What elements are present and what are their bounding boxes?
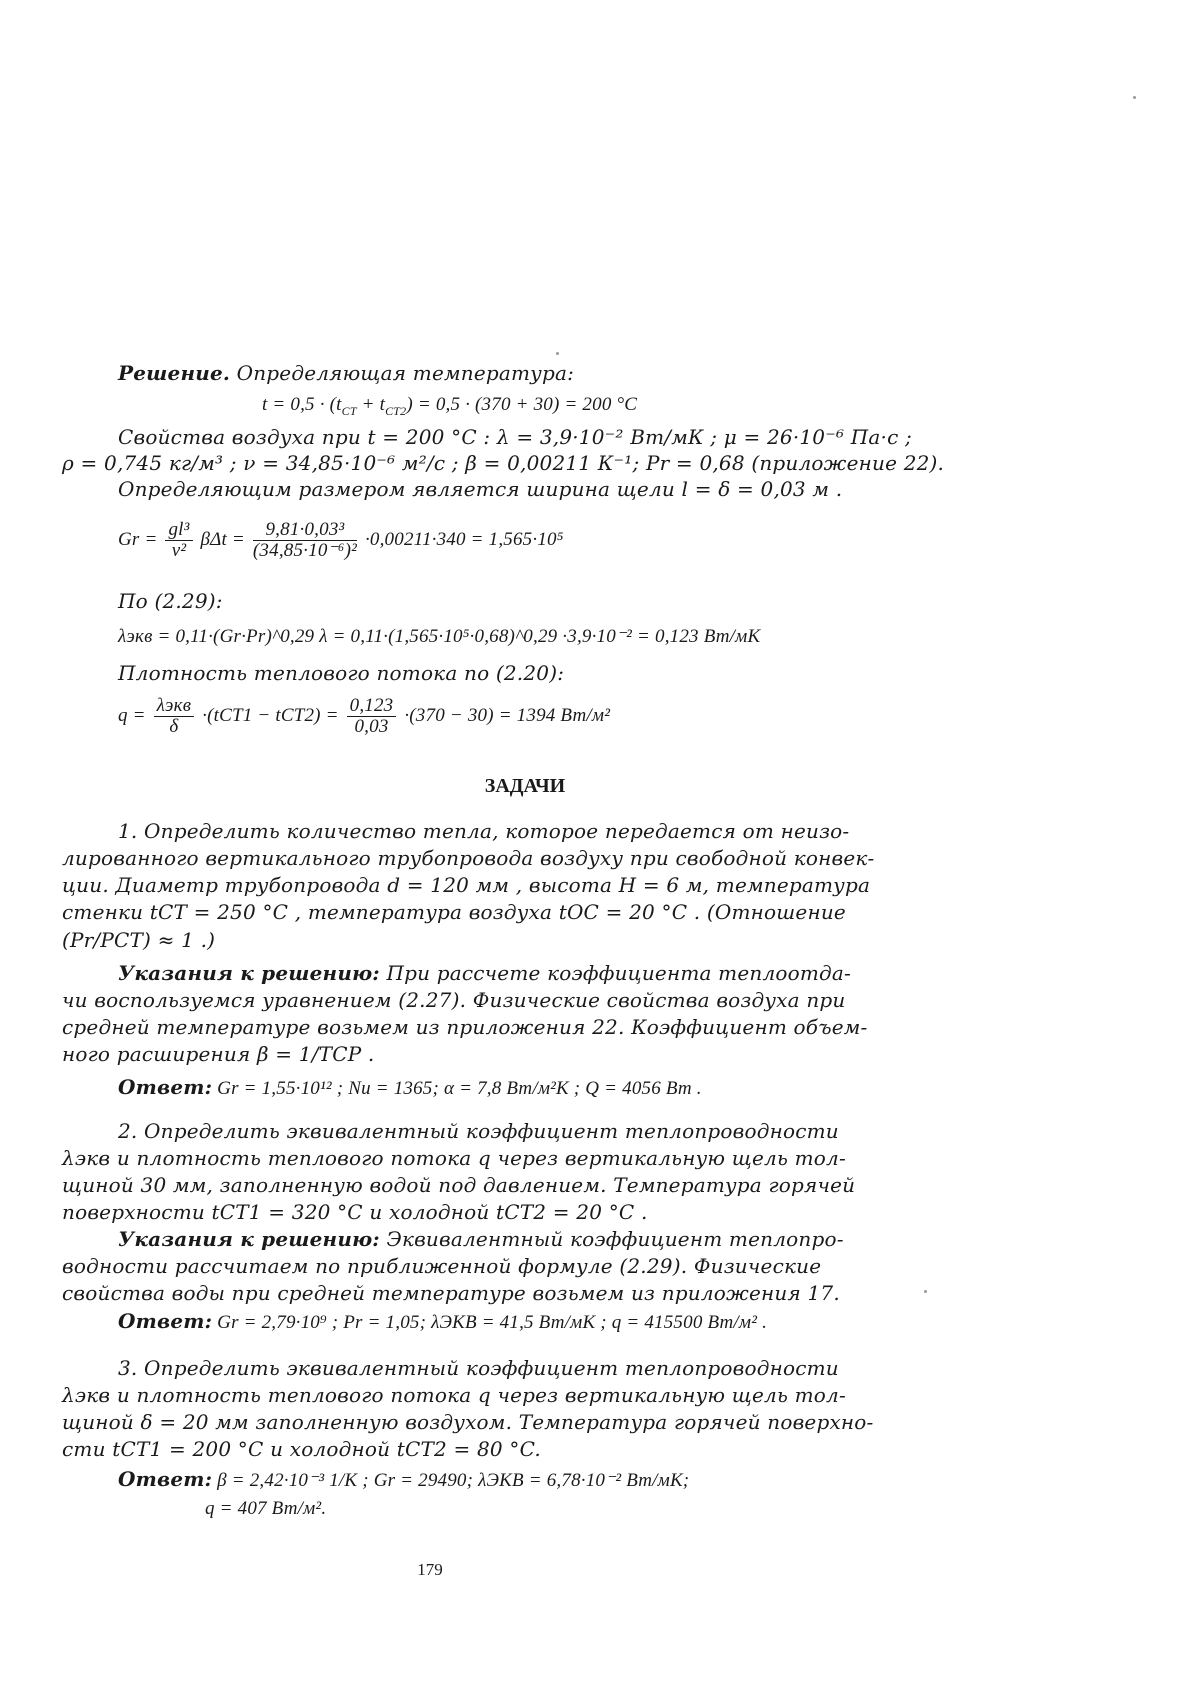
defining-size-line: Определяющим размером является ширина щели l = δ = 0,03 м . [118,477,843,501]
task3-line-3: щиной δ = 20 мм заполненную воздухом. Температура горячей поверхно- [62,1410,874,1434]
q-fraction-2 [347,696,397,737]
task3-answer-text: β = 2,42·10⁻³ 1/K ; Gr = 29490; λЭКВ = 6,78·10⁻² Вт/мК; [212,1470,690,1491]
task3-line-1: 3. Определить эквивалентный коэффициент теплопроводности [118,1356,839,1380]
gr-f1-den: ν² [171,540,187,561]
gr-fraction-1 [165,520,192,561]
task1-answer-label: Ответ: [118,1075,213,1099]
task1-hint-text: При рассчете коэффициента теплоотда- [379,961,851,985]
solution-title: Определяющая температура: [236,361,575,385]
eq-t-sub1: CT [341,403,357,418]
task3-answer [118,1466,689,1494]
eq-t-part: t = 0,5 · (t [262,394,342,415]
gr-fraction-2 [253,520,357,561]
task1-hint-line-1 [118,960,851,986]
task2-answer-label: Ответ: [118,1309,213,1333]
task2-hint-line-1 [118,1226,844,1252]
equation-q [118,696,610,737]
scan-speck [1133,96,1136,99]
task2-hint-text: Эквивалентный коэффициент теплопро- [379,1227,844,1251]
task2-line-2: λэкв и плотность теплового потока q через вертикальную щель тол- [62,1146,846,1170]
eq-t-end: ) = 0,5 · (370 + 30) = 200 °C [406,394,638,415]
q-right: ·(370 − 30) = 1394 Вт/м² [404,704,611,726]
task1-answer [118,1074,702,1102]
by-229-line: По (2.29): [118,589,223,613]
task3-line-2: λэкв и плотность теплового потока q через вертикальную щель тол- [62,1383,846,1407]
task1-hint-line-3: средней температуре возьмем из приложения 22. Коэффициент объем- [62,1015,868,1039]
q-f1-den: δ [169,716,179,737]
task1-hint-line-2: чи воспользуемся уравнением (2.27). Физические свойства воздуха при [62,988,846,1012]
task2-line-3: щиной 30 мм, заполненную водой под давлением. Температура горячей [62,1173,856,1197]
task1-answer-text: Gr = 1,55·10¹² ; Nu = 1365; α = 7,8 Вт/м²К ; Q = 4056 Вт . [212,1078,702,1099]
q-f2-den: 0,03 [354,716,389,737]
gr-f1-num: gl³ [165,520,192,541]
task2-hint-line-2: водности рассчитаем по приближенной формуле (2.29). Физические [62,1254,822,1278]
task2-hint-line-3: свойства воды при средней температуре возьмем из приложения 17. [62,1281,840,1305]
scan-speck [924,1290,927,1293]
air-properties-line-1: Свойства воздуха при t = 200 °C : λ = 3,9·10⁻² Вт/мК ; μ = 26·10⁻⁶ Па·с ; [118,425,912,449]
gr-mid: βΔt = [200,528,245,550]
task1-line-4: стенки tCT = 250 °C , температура воздуха tOC = 20 °C . (Отношение [62,900,846,924]
q-mid: ·(tCT1 − tCT2) = [202,704,339,726]
solution-title-line [118,360,574,386]
scan-speck [556,352,559,355]
solution-label: Решение. [118,361,231,385]
equation-lambda: λэкв = 0,11·(Gr·Pr)^0,29 λ = 0,11·(1,565·10⁵·0,68)^0,29 ·3,9·10⁻² = 0,123 Вт/мК [118,626,761,647]
q-fraction-1 [154,696,195,737]
equation-gr [118,520,564,561]
task2-answer-text: Gr = 2,79·10⁹ ; Pr = 1,05; λЭКВ = 41,5 Вт/мК ; q = 415500 Вт/м² . [212,1312,768,1333]
air-properties-line-2: ρ = 0,745 кг/м³ ; ν = 34,85·10⁻⁶ м²/с ; β = 0,00211 К⁻¹; Pr = 0,68 (приложение 22). [62,451,945,475]
task2-hint-label: Указания к решению: [118,1227,380,1251]
task1-hint-label: Указания к решению: [118,961,380,985]
task2-answer [118,1308,767,1336]
task3-line-4: сти tCT1 = 200 °C и холодной tCT2 = 80 °C. [62,1437,541,1461]
task1-line-3: ции. Диаметр трубопровода d = 120 мм , высота H = 6 м, температура [62,873,871,897]
gr-right: ·0,00211·340 = 1,565·10⁵ [364,528,564,550]
task2-line-4: поверхности tCT1 = 320 °C и холодной tCT2 = 20 °C . [62,1200,648,1224]
task1-hint-line-4: ного расширения β = 1/TCP . [62,1042,375,1066]
gr-left: Gr = [118,528,158,550]
task2-line-1: 2. Определить эквивалентный коэффициент теплопроводности [118,1119,839,1143]
equation-t [262,392,637,424]
eq-t-sub2: CT2 [385,403,407,418]
task1-line-5: (Pr/PCT) ≈ 1 .) [62,928,216,952]
q-left: q = [118,704,146,726]
task3-answer-line-2: q = 407 Вт/м². [205,1498,327,1519]
page-number: 179 [417,1560,443,1579]
section-heading: ЗАДАЧИ [484,775,566,797]
q-f2-num: 0,123 [347,696,397,717]
q-f1-num: λэкв [154,696,195,717]
heat-flux-title: Плотность теплового потока по (2.20): [118,661,565,685]
eq-t-mid: + t [356,394,386,415]
gr-f2-num: 9,81·0,03³ [253,520,357,541]
gr-f2-den: (34,85·10⁻⁶)² [252,540,357,561]
task3-answer-label: Ответ: [118,1467,213,1491]
task1-line-2: лированного вертикального трубопровода воздуху при свободной конвек- [62,846,875,870]
task1-line-1: 1. Определить количество тепла, которое передается от неизо- [118,819,850,843]
